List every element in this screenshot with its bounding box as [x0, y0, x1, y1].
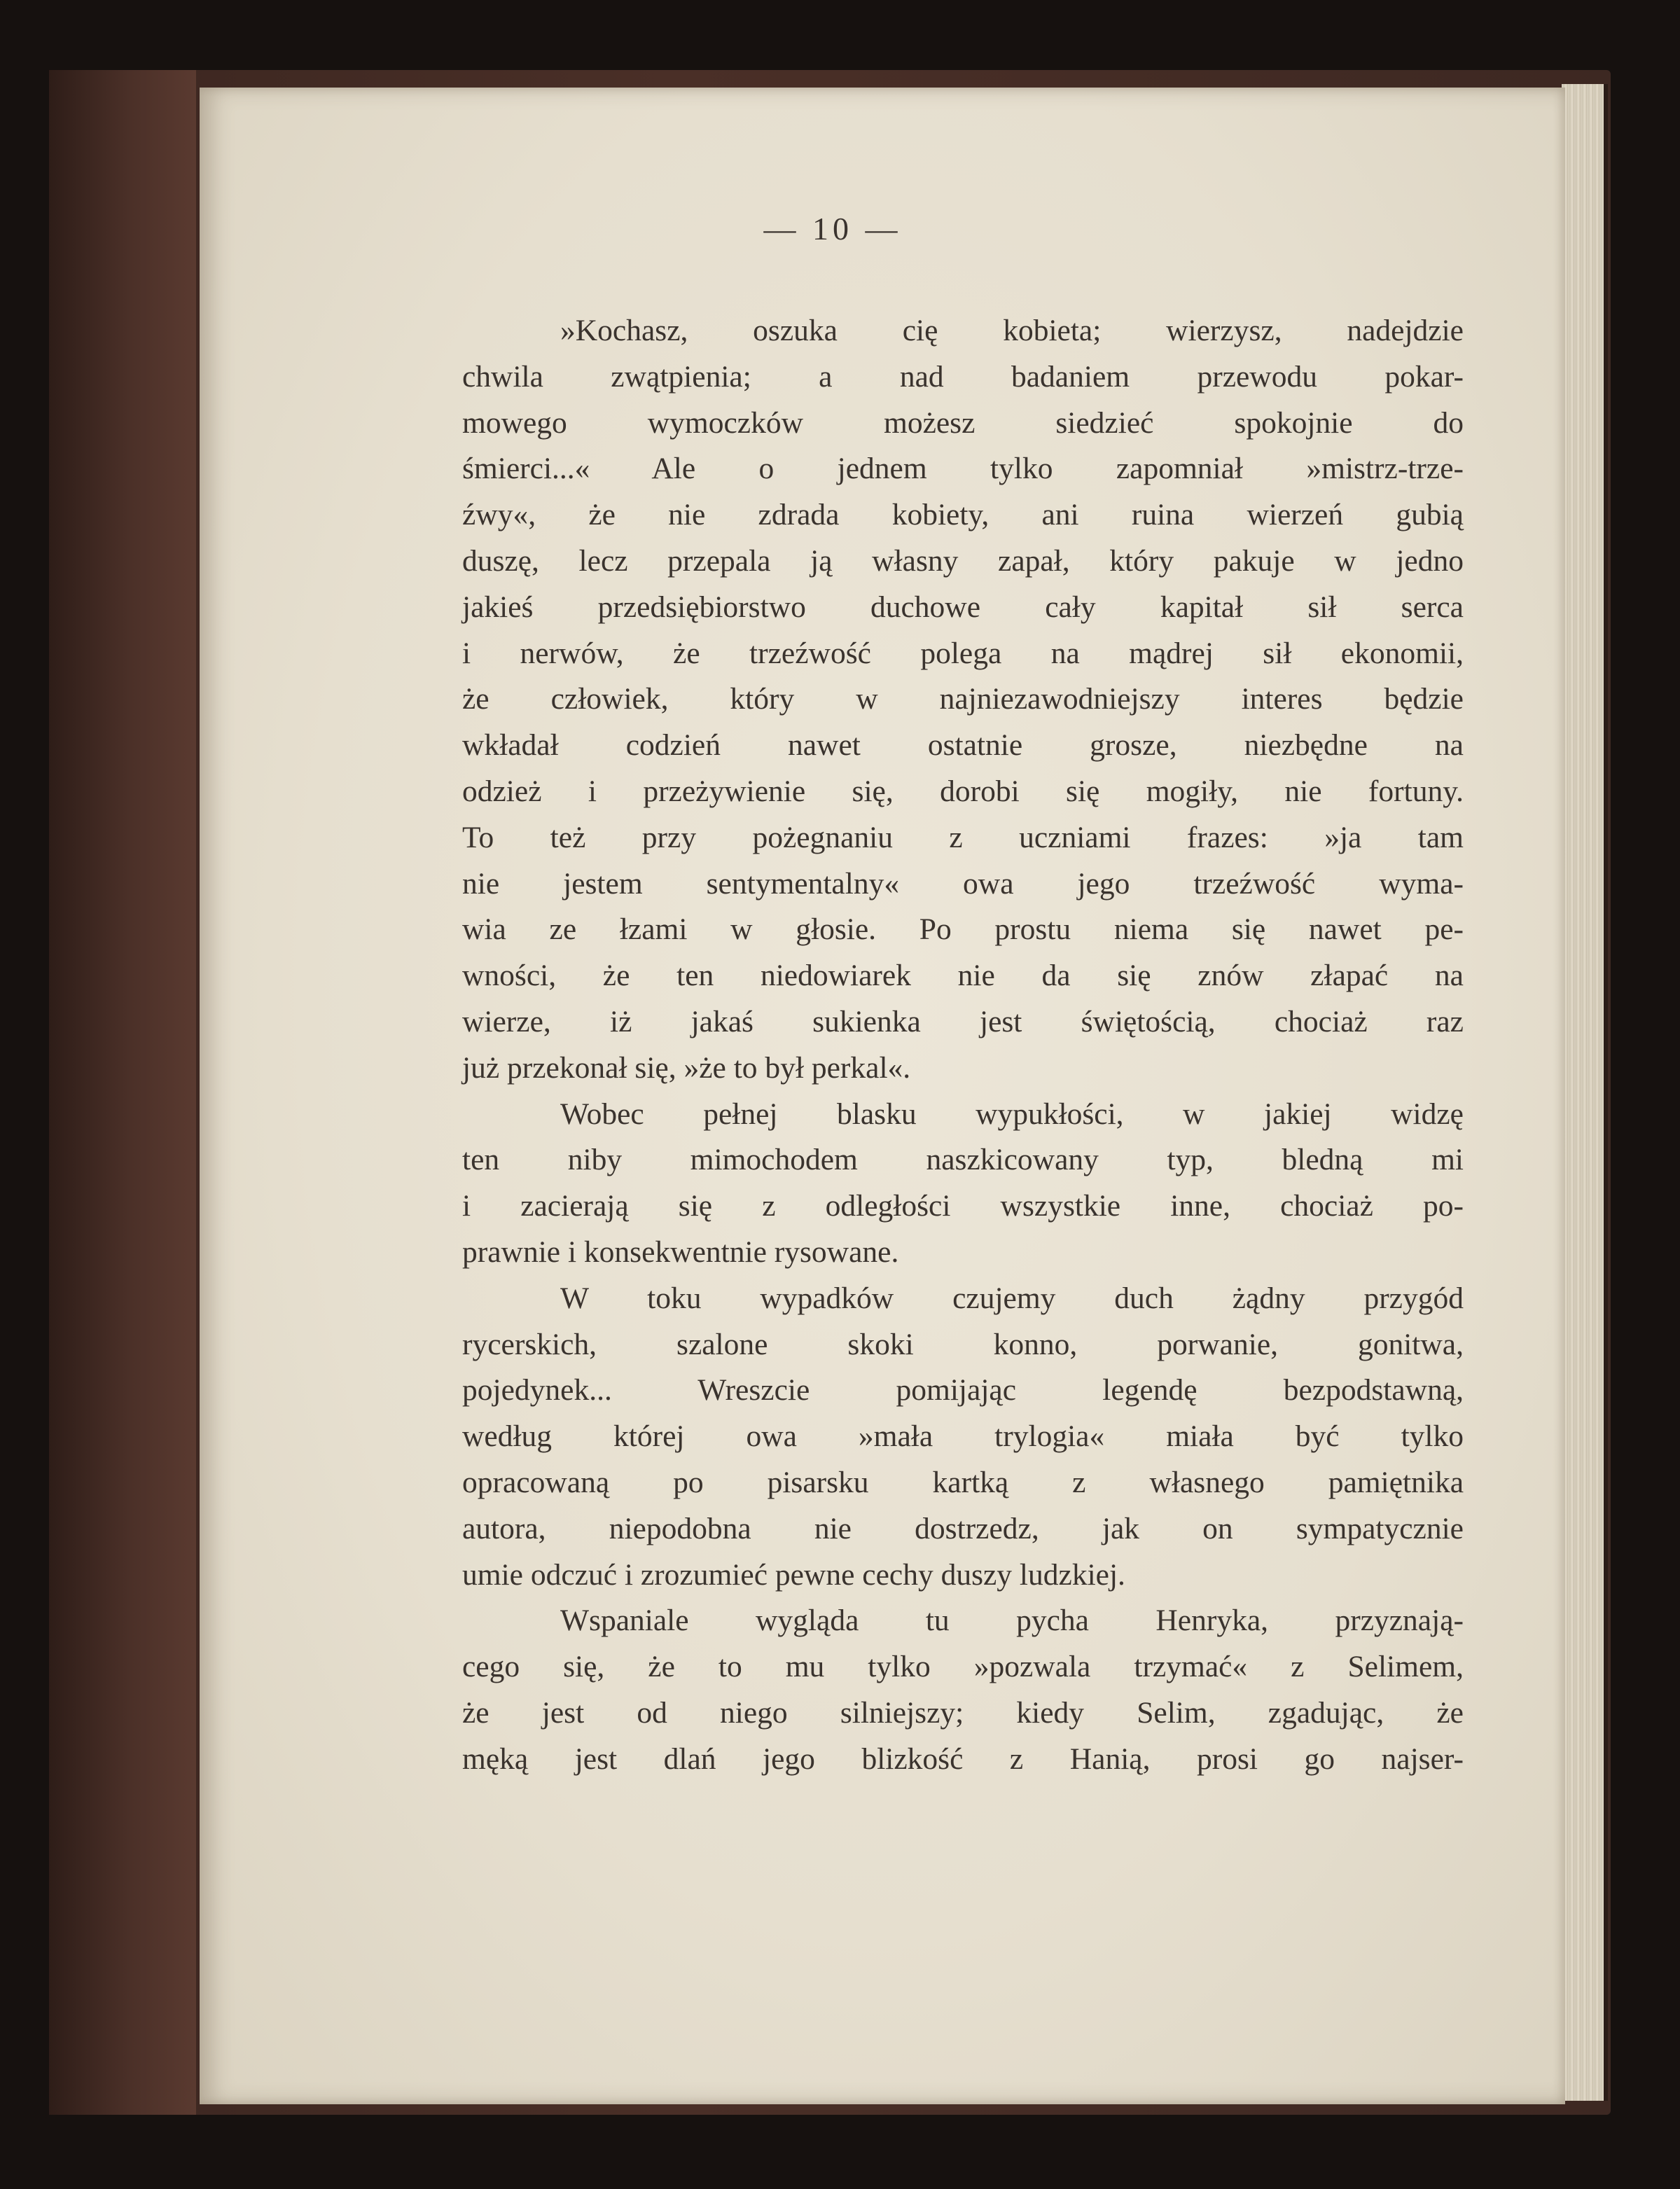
text-line: duszę, lecz przepala ją własny zapał, który pakuje w jedno	[462, 543, 1464, 578]
text-line: ten niby mimochodem naszkicowany typ, bledną mi	[462, 1143, 1464, 1177]
text-line: To też przy pożegnaniu z uczniami frazes: »ja tam	[462, 820, 1464, 854]
text-line: nie jestem sentymentalny« owa jego trzeźwość wyma-	[462, 866, 1464, 901]
text-line: śmierci...« Ale o jednem tylko zapomniał »mistrz-trze-	[462, 452, 1464, 486]
text-line: odzież i przeżywienie się, dorobi się mogiły, nie fortuny.	[462, 774, 1464, 808]
text-line: pojedynek... Wreszcie pomijając legendę bezpodstawną,	[462, 1373, 1464, 1408]
text-line: »Kochasz, oszuka cię kobieta; wierzysz, nadejdzie	[560, 314, 1464, 347]
text-line: Wobec pełnej blasku wypukłości, w jakiej widzę	[560, 1097, 1464, 1131]
text-line: Wspaniale wygląda tu pycha Henryka, przyznają-	[560, 1604, 1464, 1638]
text-line: prawnie i konsekwentnie rysowane.	[462, 1235, 899, 1269]
text-line: że człowiek, który w najniezawodniejszy interes będzie	[462, 682, 1464, 716]
text-line: wia ze łzami w głosie. Po prostu niema się nawet pe-	[462, 912, 1464, 947]
text-line: że jest od niego silniejszy; kiedy Selim, zgadując, że	[462, 1695, 1464, 1730]
text-line: już przekonał się, »że to był perkal«.	[462, 1050, 911, 1085]
text-line: opracowaną po pisarsku kartką z własnego pamiętnika	[462, 1465, 1464, 1499]
text-line: i nerwów, że trzeźwość polega na mądrej sił ekonomii,	[462, 636, 1464, 670]
text-line: wkładał codzień nawet ostatnie grosze, niezbędne na	[462, 728, 1464, 763]
text-line: wierze, iż jakaś sukienka jest świętością, chociaż raz	[462, 1004, 1464, 1038]
text-line: rycerskich, szalone skoki konno, porwanie, gonitwa,	[462, 1327, 1464, 1361]
text-line: umie odczuć i zrozumieć pewne cechy duszy ludzkiej.	[462, 1557, 1125, 1592]
page-stack-edge	[1562, 84, 1608, 2101]
text-line: autora, niepodobna nie dostrzedz, jak on sympatycznie	[462, 1511, 1464, 1545]
text-line: jakieś przedsiębiorstwo duchowe cały kapitał sił serca	[462, 590, 1464, 624]
text-line: W toku wypadków czujemy duch żądny przygód	[560, 1281, 1464, 1315]
text-line: cego się, że to mu tylko »pozwala trzymać« z Selimem,	[462, 1650, 1464, 1684]
text-line: wności, że ten niedowiarek nie da się znów złapać na	[462, 959, 1464, 993]
body-text	[462, 308, 1464, 1783]
text-line: źwy«, że nie zdrada kobiety, ani ruina wierzeń gubią	[462, 498, 1464, 532]
text-line: chwila zwątpienia; a nad badaniem przewodu pokar-	[462, 359, 1464, 394]
text-line: mowego wymoczków możesz siedzieć spokojnie do	[462, 405, 1464, 440]
book-spine-edge	[49, 70, 196, 2115]
text-line: i zacierają się z odległości wszystkie inne, chociaż po-	[462, 1189, 1464, 1223]
text-line: męką jest dlań jego blizkość z Hanią, prosi go najser-	[462, 1742, 1464, 1776]
text-line: według której owa »mała trylogia« miała być tylko	[462, 1419, 1464, 1454]
page-number: — 10 —	[763, 211, 902, 246]
